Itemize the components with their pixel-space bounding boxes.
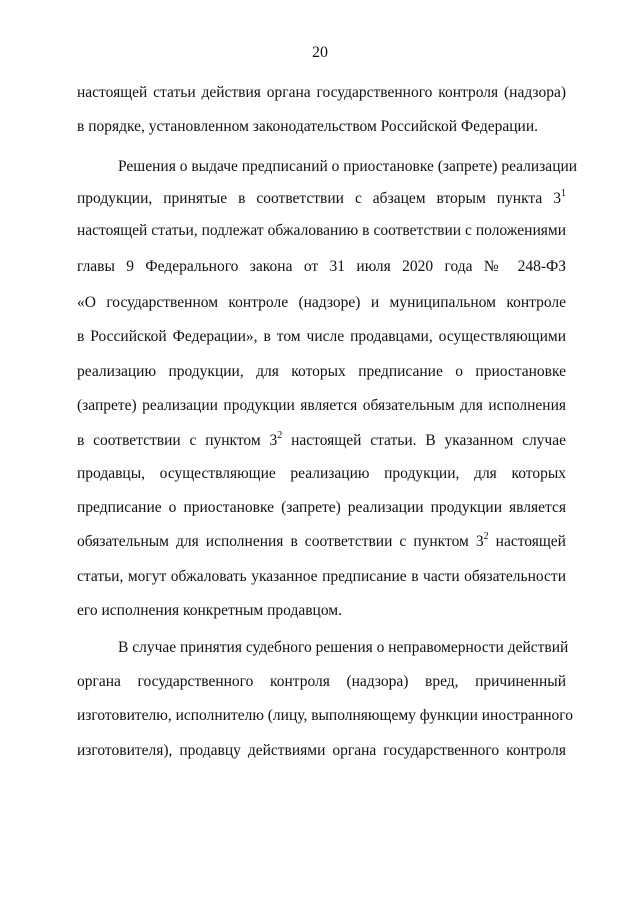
text-line [77,672,566,692]
text-segment: настоящей статьи. В указанном случае [282,432,566,449]
text-segment: его исполнения конкретным продавцом. [77,602,342,619]
text-segment: обязательным для исполнения в соответствии с пунктом 3 [77,533,484,550]
text-line [77,293,566,313]
text-segment: статьи, могут обжаловать указанное предписание в части обязательности [77,568,566,585]
text-line [77,83,566,103]
text-line [77,498,566,518]
text-line [118,157,578,177]
text-segment: Решения о выдаче предписаний о приостановке (запрете) реализации [118,158,578,175]
superscript: 1 [561,188,566,199]
text-segment: в Российской Федерации», в том числе продавцами, осуществляющими [77,328,566,345]
page-number: 20 [312,44,328,61]
text-line [77,706,574,726]
text-line [77,741,566,761]
text-line [77,189,566,209]
text-segment: органа государственного контроля (надзора) вред, причиненный [77,673,566,690]
text-line [77,532,566,552]
text-line [77,257,566,277]
text-line [77,221,566,241]
text-line [77,327,566,347]
text-line [77,567,566,587]
text-segment: предписание о приостановке (запрете) реализации продукции является [77,499,566,516]
text-line [77,396,566,416]
text-line [77,362,566,382]
superscript: 2 [277,430,283,441]
text-segment: в соответствии с пунктом 3 [77,432,278,449]
text-segment: в порядке, установленном законодательством Российской Федерации. [77,118,539,135]
text-segment: В случае принятия судебного решения о неправомерности действий [118,639,569,656]
text-line [118,638,569,658]
text-segment: главы 9 Федерального закона от 31 июля 2020 года № 248-ФЗ [77,258,566,275]
text-segment: продавцы, осуществляющие реализацию продукции, для которых [77,465,566,482]
text-segment: изготовителя), продавцу действиями органа государственного контроля [77,742,566,759]
text-line [77,464,566,484]
text-segment: «О государственном контроле (надзоре) и муниципальном контроле [77,294,566,311]
text-segment: настоящей статьи действия органа государственного контроля (надзора) [77,84,566,101]
text-segment: реализацию продукции, для которых предписание о приостановке [77,363,566,380]
text-line [77,117,566,137]
text-segment: настоящей [488,533,566,550]
text-segment: продукции, принятые в соответствии с абзацем вторым пункта 3 [77,190,561,207]
text-segment: настоящей статьи, подлежат обжалованию в соответствии с положениями [77,222,566,239]
text-line [77,431,566,451]
text-segment: изготовителю, исполнителю (лицу, выполняющему функции иностранного [77,707,574,724]
superscript: 2 [483,531,489,542]
text-segment: (запрете) реализации продукции является обязательным для исполнения [77,397,566,414]
text-line [77,601,566,621]
